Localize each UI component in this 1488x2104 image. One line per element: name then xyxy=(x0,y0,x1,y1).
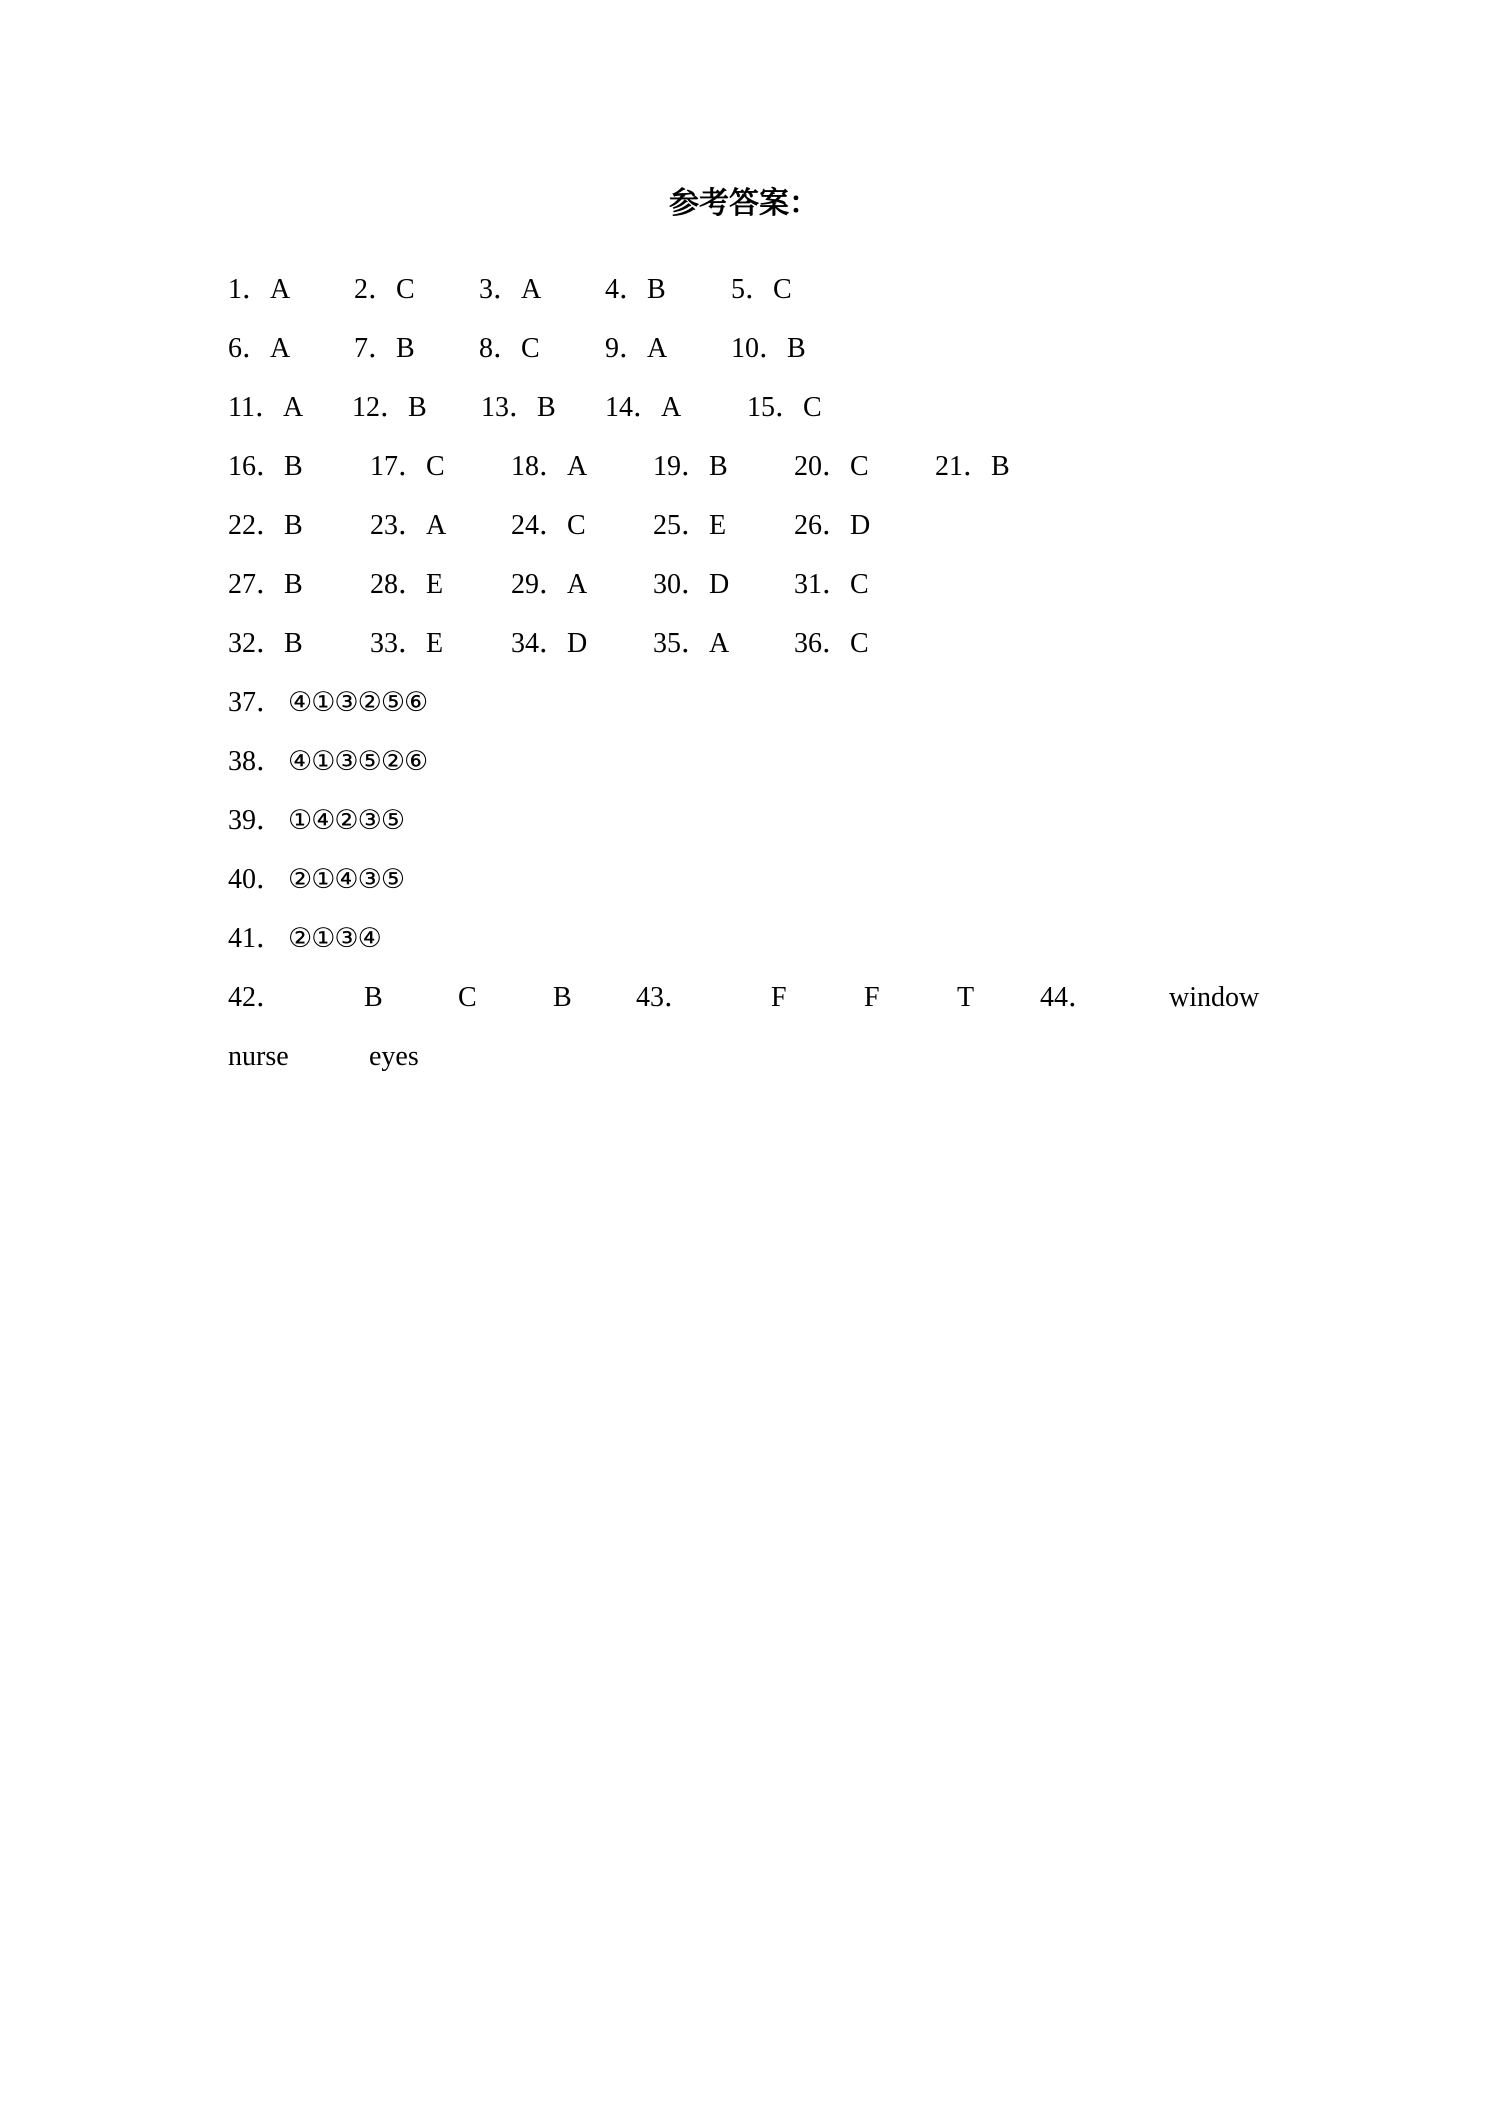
answer-item: 3．A xyxy=(479,274,542,305)
question-number: 40． xyxy=(228,864,285,895)
answer-item: 12．B xyxy=(352,392,427,423)
answer-item: 1．A xyxy=(228,274,291,305)
question-number: 41． xyxy=(228,923,285,954)
answer-item: B xyxy=(364,982,383,1013)
question-number: 38． xyxy=(228,746,285,777)
answer-item: T xyxy=(957,982,975,1013)
question-number: 39． xyxy=(228,805,285,836)
answer-item: 35．A xyxy=(653,628,730,659)
answer-item: 28．E xyxy=(370,569,444,600)
answer-item: 36．C xyxy=(794,628,869,659)
answer-item: 16．B xyxy=(228,451,303,482)
answer-item: 18．A xyxy=(511,451,588,482)
answer-item: 24．C xyxy=(511,510,586,541)
answer-item: 17．C xyxy=(370,451,445,482)
answer-item: 6．A xyxy=(228,333,291,364)
answer-item: nurse xyxy=(228,1041,289,1072)
answer-item: 30．D xyxy=(653,569,730,600)
question-number: 42． xyxy=(228,982,285,1013)
answer-item: 4．B xyxy=(605,274,666,305)
answer-item: 15．C xyxy=(747,392,822,423)
answer-item: F xyxy=(864,982,880,1013)
answer-item: 26．D xyxy=(794,510,871,541)
answer-item: 25．E xyxy=(653,510,727,541)
answer-item: 27．B xyxy=(228,569,303,600)
answer-item: 10．B xyxy=(731,333,806,364)
question-number: 37． xyxy=(228,687,285,718)
question-number: 43． xyxy=(636,982,693,1013)
order-sequence: ④①③②⑤⑥ xyxy=(288,687,428,718)
page-title: 参考答案： xyxy=(669,186,819,221)
answer-item: 23．A xyxy=(370,510,447,541)
answer-item: 22．B xyxy=(228,510,303,541)
answer-item: 33．E xyxy=(370,628,444,659)
answer-item: 13．B xyxy=(481,392,556,423)
answer-item: 21．B xyxy=(935,451,1010,482)
answer-item: 34．D xyxy=(511,628,588,659)
answer-item: 32．B xyxy=(228,628,303,659)
answer-item: 2．C xyxy=(354,274,415,305)
answer-item: F xyxy=(771,982,787,1013)
order-sequence: ①④②③⑤ xyxy=(288,805,405,836)
order-sequence: ②①③④ xyxy=(288,923,381,954)
answer-item: 31．C xyxy=(794,569,869,600)
answer-item: eyes xyxy=(369,1041,419,1072)
answer-item: C xyxy=(458,982,477,1013)
answer-item: B xyxy=(553,982,572,1013)
answer-item: 8．C xyxy=(479,333,540,364)
answer-item: 14．A xyxy=(605,392,682,423)
order-sequence: ④①③⑤②⑥ xyxy=(288,746,428,777)
order-sequence: ②①④③⑤ xyxy=(288,864,405,895)
answer-item: 19．B xyxy=(653,451,728,482)
answer-item: window xyxy=(1169,982,1260,1013)
answer-item: 9．A xyxy=(605,333,668,364)
answer-item: 29．A xyxy=(511,569,588,600)
answer-item: 20．C xyxy=(794,451,869,482)
answer-item: 5．C xyxy=(731,274,792,305)
question-number: 44． xyxy=(1040,982,1097,1013)
answer-item: 11．A xyxy=(228,392,304,423)
answer-item: 7．B xyxy=(354,333,415,364)
